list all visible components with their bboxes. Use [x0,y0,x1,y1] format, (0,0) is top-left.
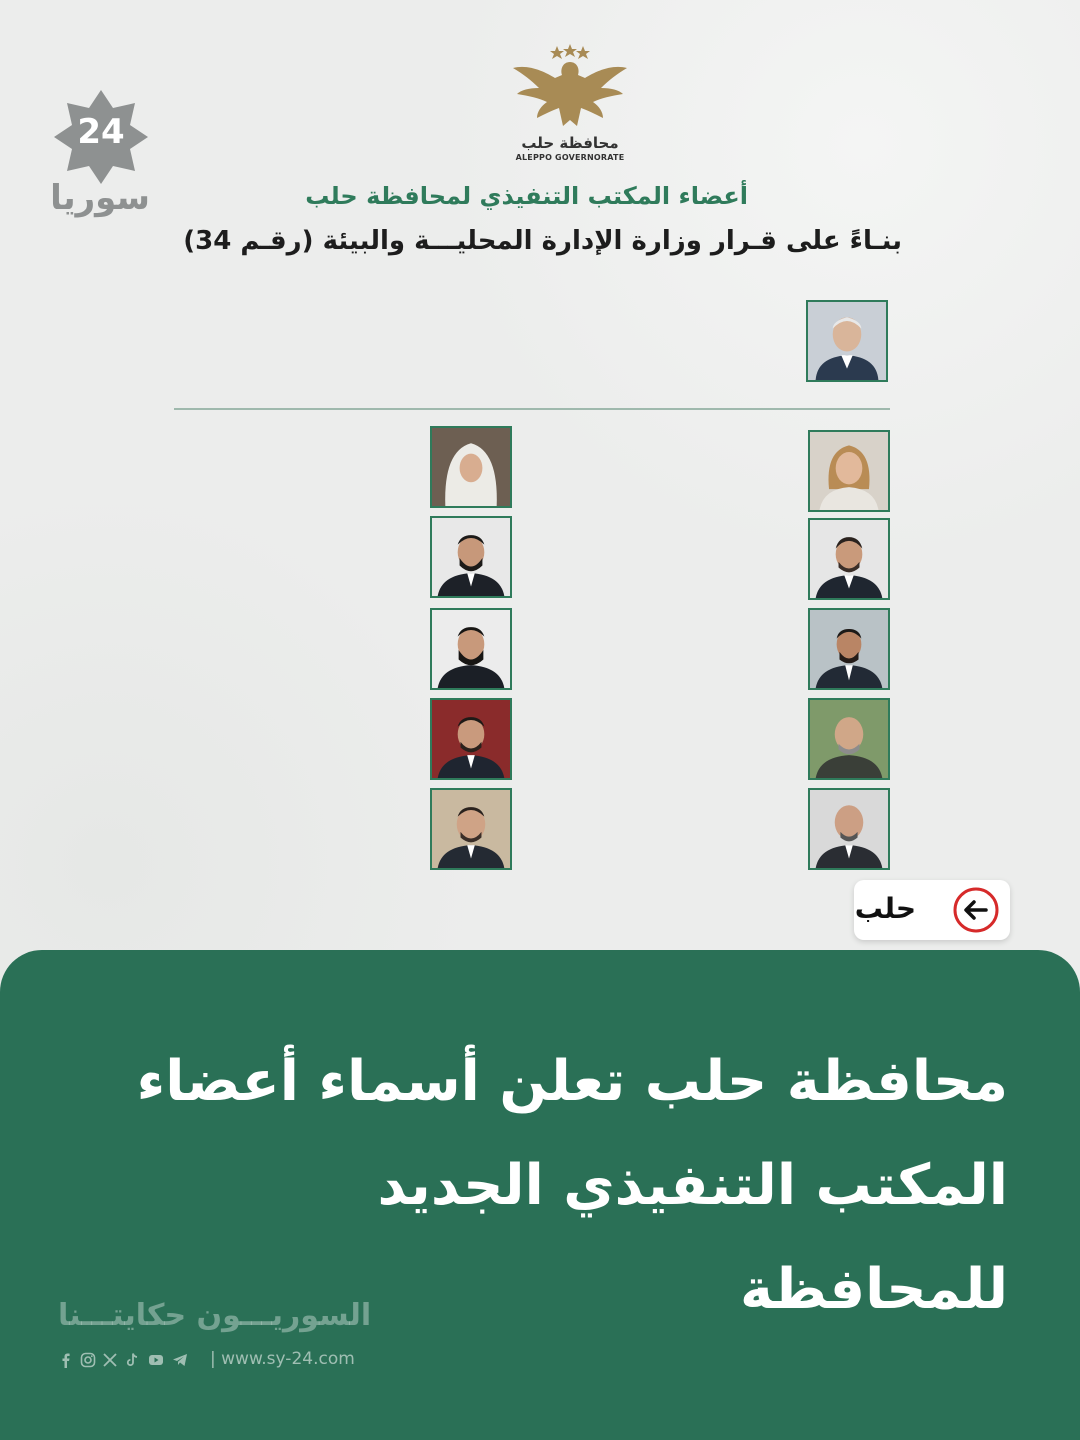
member-photo [808,430,890,512]
member-photo [430,516,512,598]
category-tag-label: حلب [854,892,916,925]
member-photo [430,698,512,780]
brand-wordmark: سوريا [50,178,150,218]
member-photo [430,426,512,508]
governorate-name-ar: محافظة حلب [521,134,619,152]
vice-president-photo [806,300,888,382]
member-photo [430,788,512,870]
member-photo [808,518,890,600]
headline-line-2: المكتب التنفيذي الجديد للمحافظة [377,1153,1008,1322]
arrow-left-circle-icon [952,886,1000,934]
x-icon[interactable] [102,1352,118,1368]
category-tag[interactable] [854,880,1010,940]
member-photo [430,608,512,690]
social-icons [58,1352,200,1372]
member-photo [808,788,890,870]
poster-subtitle: بنـاءً على قـرار وزارة الإدارة المحليـــة والبيئة (رقـم 34) [183,226,902,256]
facebook-icon[interactable] [58,1352,74,1368]
member-photo [808,698,890,780]
tiktok-icon[interactable] [124,1352,140,1368]
eagle-logo-icon [505,42,635,134]
member-photo [808,608,890,690]
website-url[interactable]: | www.sy-24.com [210,1349,355,1369]
poster-title: أعضاء المكتب التنفيذي لمحافظة حلب [305,182,748,210]
divider [174,408,890,410]
footer-slogan: السوريـــون حكايتـــنا [58,1298,372,1333]
brand-badge-number: 24 [77,112,125,152]
headline [108,1030,1008,1342]
governorate-name-en: ALEPPO GOVERNORATE [515,153,625,162]
headline-line-1: محافظة حلب تعلن أسماء أعضاء [136,1049,1008,1114]
youtube-icon[interactable] [148,1352,164,1368]
telegram-icon[interactable] [172,1352,188,1368]
instagram-icon[interactable] [80,1352,96,1368]
